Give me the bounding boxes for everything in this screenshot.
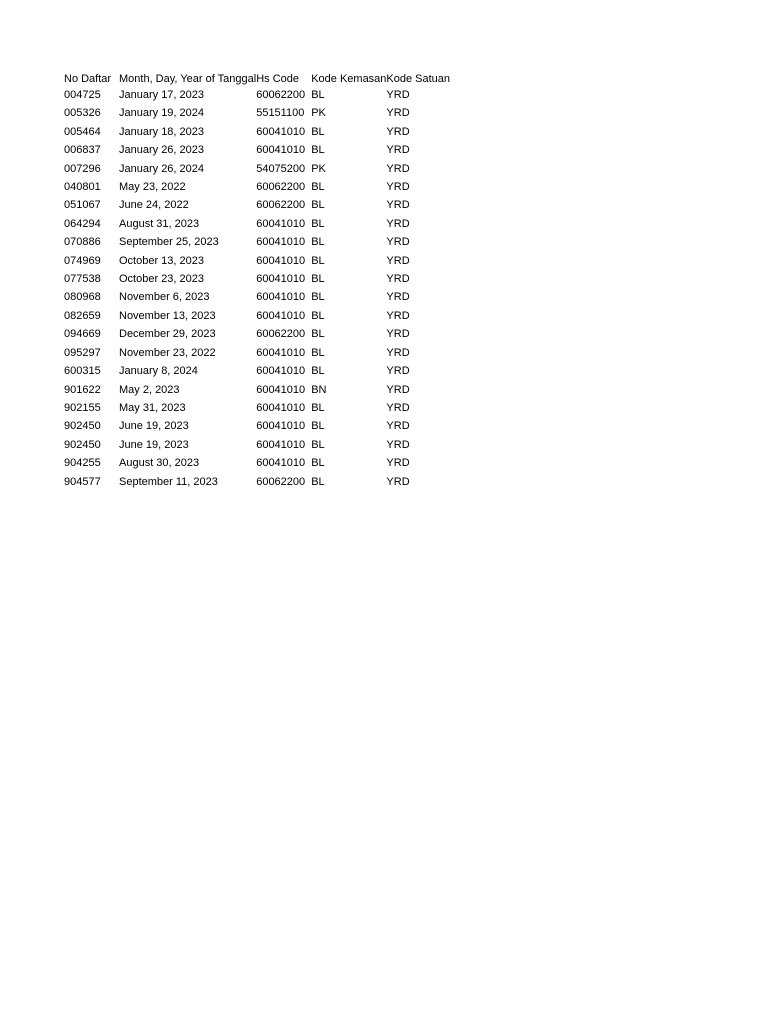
table-row — [64, 417, 450, 435]
cell-kode-satuan: YRD — [386, 181, 410, 194]
table-body — [64, 86, 450, 491]
cell-no-daftar: 902450 — [64, 420, 101, 433]
cell-tanggal: May 23, 2022 — [119, 181, 186, 194]
cell-kode-satuan: YRD — [386, 383, 410, 396]
table-row — [64, 307, 450, 325]
cell-kode-kemasan: BL — [311, 420, 325, 433]
cell-hs-code: 60041010 — [256, 254, 306, 267]
cell-hs-code: 60041010 — [256, 346, 306, 359]
table-row — [64, 288, 450, 306]
header-hs-code: Hs Code — [256, 73, 299, 85]
cell-kode-satuan: YRD — [386, 162, 410, 175]
cell-hs-code: 60062200 — [256, 199, 306, 212]
cell-hs-code: 60041010 — [256, 401, 306, 414]
cell-kode-kemasan: BL — [311, 346, 325, 359]
cell-tanggal: January 26, 2023 — [119, 144, 205, 157]
cell-hs-code: 60041010 — [256, 383, 306, 396]
header-row — [64, 72, 450, 86]
table-row — [64, 233, 450, 251]
cell-no-daftar: 051067 — [64, 199, 101, 212]
cell-tanggal: December 29, 2023 — [119, 328, 216, 341]
cell-tanggal: May 2, 2023 — [119, 383, 180, 396]
cell-kode-kemasan: BL — [311, 401, 325, 414]
cell-kode-satuan: YRD — [386, 309, 410, 322]
cell-no-daftar: 902450 — [64, 438, 101, 451]
table-row — [64, 141, 450, 159]
cell-no-daftar: 074969 — [64, 254, 101, 267]
cell-tanggal: January 18, 2023 — [119, 125, 205, 138]
cell-kode-satuan: YRD — [386, 457, 410, 470]
cell-no-daftar: 077538 — [64, 273, 101, 286]
cell-kode-satuan: YRD — [386, 420, 410, 433]
cell-kode-satuan: YRD — [386, 254, 410, 267]
cell-no-daftar: 904255 — [64, 457, 101, 470]
cell-kode-kemasan: BL — [311, 254, 325, 267]
table-row — [64, 270, 450, 288]
cell-hs-code: 60062200 — [256, 475, 306, 488]
cell-kode-kemasan: BL — [311, 144, 325, 157]
cell-kode-kemasan: BL — [311, 89, 325, 101]
cell-no-daftar: 902155 — [64, 401, 101, 414]
table-row — [64, 215, 450, 233]
table-row — [64, 160, 450, 178]
cell-hs-code: 60062200 — [256, 181, 306, 194]
cell-tanggal: August 31, 2023 — [119, 217, 200, 230]
cell-hs-code: 60041010 — [256, 217, 306, 230]
table-row — [64, 196, 450, 214]
cell-tanggal: January 26, 2024 — [119, 162, 205, 175]
cell-no-daftar: 007296 — [64, 162, 101, 175]
cell-kode-satuan: YRD — [386, 291, 410, 304]
cell-hs-code: 55151100 — [256, 107, 305, 120]
table-row — [64, 399, 450, 417]
cell-kode-kemasan: BL — [311, 365, 325, 378]
cell-hs-code: 60041010 — [256, 309, 306, 322]
cell-kode-satuan: YRD — [386, 199, 410, 212]
cell-no-daftar: 005464 — [64, 125, 101, 138]
table-row — [64, 344, 450, 362]
cell-no-daftar: 006837 — [64, 144, 101, 157]
cell-kode-satuan: YRD — [386, 346, 410, 359]
cell-hs-code: 60041010 — [256, 273, 306, 286]
cell-kode-kemasan: BL — [311, 125, 325, 138]
cell-kode-satuan: YRD — [386, 438, 410, 451]
header-kode-kemasan: Kode Kemasan — [311, 73, 387, 85]
cell-no-daftar: 082659 — [64, 309, 101, 322]
cell-no-daftar: 070886 — [64, 236, 101, 249]
data-table — [64, 72, 450, 491]
cell-hs-code: 60041010 — [256, 125, 306, 138]
cell-tanggal: November 13, 2023 — [119, 309, 216, 322]
cell-no-daftar: 095297 — [64, 346, 101, 359]
cell-kode-satuan: YRD — [386, 217, 410, 230]
cell-tanggal: January 17, 2023 — [119, 89, 205, 101]
cell-hs-code: 60041010 — [256, 420, 306, 433]
cell-kode-satuan: YRD — [386, 236, 410, 249]
cell-kode-kemasan: BL — [311, 475, 325, 488]
cell-kode-satuan: YRD — [386, 107, 410, 120]
spreadsheet — [64, 72, 450, 491]
cell-hs-code: 60062200 — [256, 328, 306, 341]
cell-kode-kemasan: PK — [311, 162, 326, 175]
cell-kode-satuan: YRD — [386, 89, 410, 101]
cell-kode-kemasan: BL — [311, 438, 325, 451]
cell-tanggal: November 23, 2022 — [119, 346, 216, 359]
cell-kode-kemasan: BL — [311, 457, 325, 470]
cell-hs-code: 60041010 — [256, 291, 306, 304]
cell-hs-code: 60062200 — [256, 89, 306, 101]
cell-tanggal: January 19, 2024 — [119, 107, 205, 120]
cell-no-daftar: 005326 — [64, 107, 101, 120]
cell-kode-satuan: YRD — [386, 365, 410, 378]
cell-no-daftar: 004725 — [64, 89, 101, 101]
cell-no-daftar: 901622 — [64, 383, 101, 396]
cell-kode-kemasan: BL — [311, 328, 325, 341]
cell-tanggal: September 25, 2023 — [119, 236, 219, 249]
cell-hs-code: 60041010 — [256, 438, 306, 451]
table-row — [64, 473, 450, 491]
cell-kode-satuan: YRD — [386, 125, 410, 138]
cell-hs-code: 60041010 — [256, 457, 306, 470]
cell-no-daftar: 064294 — [64, 217, 101, 230]
cell-kode-kemasan: BN — [311, 383, 327, 396]
table-row — [64, 325, 450, 343]
table-row — [64, 436, 450, 454]
cell-tanggal: June 24, 2022 — [119, 199, 189, 212]
cell-kode-kemasan: BL — [311, 309, 325, 322]
cell-tanggal: May 31, 2023 — [119, 401, 186, 414]
table-row — [64, 86, 450, 104]
cell-no-daftar: 600315 — [64, 365, 101, 378]
cell-kode-satuan: YRD — [386, 475, 410, 488]
header-tanggal: Month, Day, Year of Tanggal — [119, 73, 257, 85]
cell-hs-code: 60041010 — [256, 144, 306, 157]
table-row — [64, 252, 450, 270]
header-kode-satuan: Kode Satuan — [386, 73, 451, 85]
table-row — [64, 381, 450, 399]
cell-kode-kemasan: BL — [311, 291, 325, 304]
cell-kode-satuan: YRD — [386, 401, 410, 414]
table-row — [64, 104, 450, 122]
cell-tanggal: October 13, 2023 — [119, 254, 205, 267]
cell-kode-kemasan: BL — [311, 181, 325, 194]
cell-tanggal: January 8, 2024 — [119, 365, 198, 378]
table-row — [64, 362, 450, 380]
table-row — [64, 178, 450, 196]
cell-hs-code: 54075200 — [256, 162, 306, 175]
cell-hs-code: 60041010 — [256, 365, 306, 378]
cell-tanggal: June 19, 2023 — [119, 420, 189, 433]
cell-tanggal: November 6, 2023 — [119, 291, 210, 304]
cell-hs-code: 60041010 — [256, 236, 306, 249]
cell-no-daftar: 080968 — [64, 291, 101, 304]
cell-kode-satuan: YRD — [386, 273, 410, 286]
table-row — [64, 123, 450, 141]
cell-kode-satuan: YRD — [386, 144, 410, 157]
header-no-daftar: No Daftar — [64, 73, 112, 85]
cell-kode-kemasan: BL — [311, 217, 325, 230]
table-row — [64, 454, 450, 472]
cell-no-daftar: 094669 — [64, 328, 101, 341]
cell-kode-kemasan: BL — [311, 199, 325, 212]
cell-kode-kemasan: PK — [311, 107, 326, 120]
cell-tanggal: October 23, 2023 — [119, 273, 205, 286]
cell-tanggal: August 30, 2023 — [119, 457, 200, 470]
cell-kode-kemasan: BL — [311, 273, 325, 286]
cell-no-daftar: 040801 — [64, 181, 101, 194]
cell-tanggal: September 11, 2023 — [119, 475, 218, 488]
cell-tanggal: June 19, 2023 — [119, 438, 189, 451]
cell-kode-kemasan: BL — [311, 236, 325, 249]
cell-kode-satuan: YRD — [386, 328, 410, 341]
cell-no-daftar: 904577 — [64, 475, 101, 488]
